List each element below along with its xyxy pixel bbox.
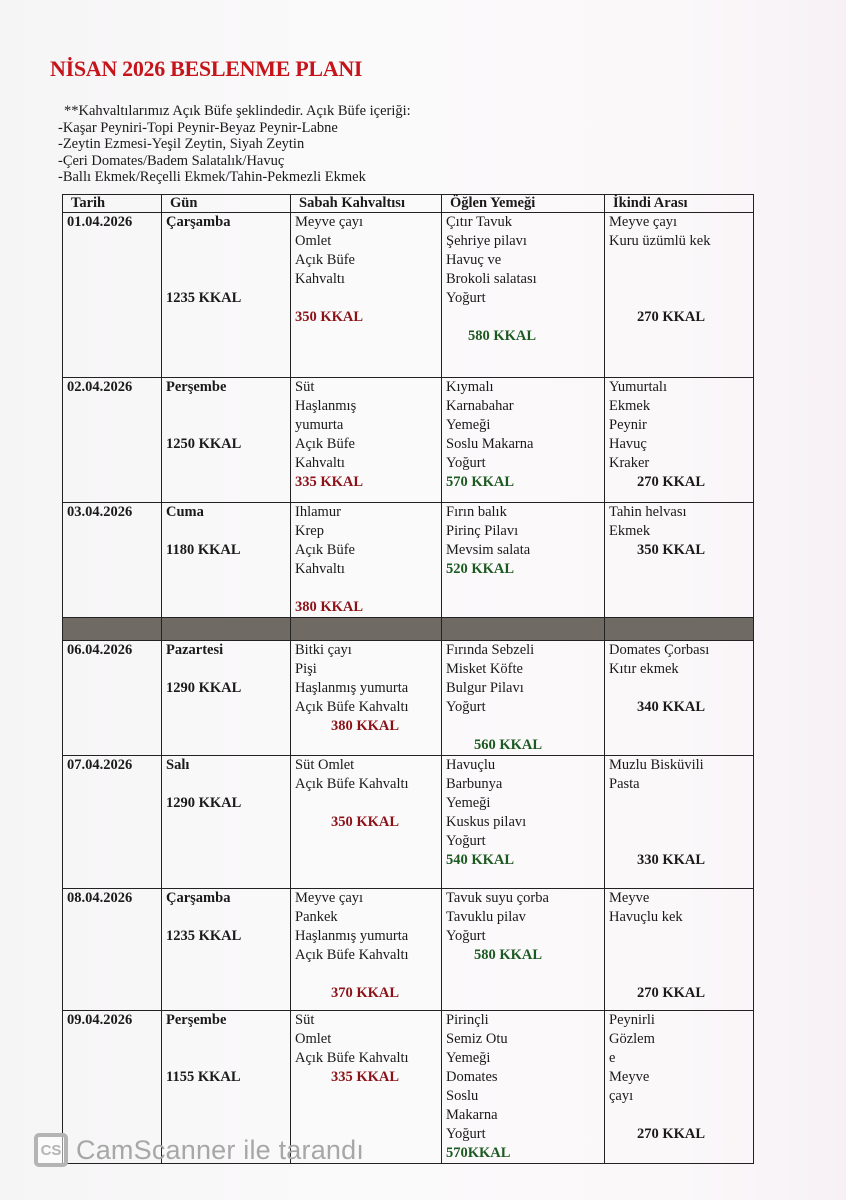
watermark-text: CamScanner ile tarandı xyxy=(76,1134,365,1165)
day-cell xyxy=(162,503,291,618)
lunch-item: Semiz Otu xyxy=(446,1031,508,1047)
day-cell xyxy=(162,378,291,503)
date: 06.04.2026 xyxy=(67,642,133,658)
snack-kcal: 270 KKAL xyxy=(637,985,706,1001)
date-cell xyxy=(63,213,162,378)
breakfast-kcal: 350 KKAL xyxy=(295,309,364,325)
breakfast-item: Açık Büfe Kahvaltı xyxy=(295,699,409,715)
snack-item: Meyve çayı xyxy=(609,214,678,230)
breakfast-item: Açık Büfe xyxy=(295,542,355,558)
snack-item: Kraker xyxy=(609,455,650,471)
breakfast-kcal: 380 KKAL xyxy=(295,599,364,615)
header-day: Gün xyxy=(162,195,291,213)
breakfast-kcal: 370 KKAL xyxy=(331,985,400,1001)
lunch-cell xyxy=(442,1011,605,1164)
snack-cell xyxy=(605,378,754,503)
breakfast-kcal: 350 KKAL xyxy=(331,814,400,830)
breakfast-item: Süt xyxy=(295,1012,315,1028)
snack-item: Pasta xyxy=(609,776,640,792)
breakfast-cell xyxy=(291,378,442,503)
buffet-line: -Kaşar Peyniri-Topi Peynir-Beyaz Peynir-Labne xyxy=(58,119,338,136)
snack-item: Kıtır ekmek xyxy=(609,661,679,677)
breakfast-item: Omlet xyxy=(295,233,332,249)
lunch-cell xyxy=(442,213,605,378)
daily-total-kcal: 1235 KKAL xyxy=(166,290,242,306)
snack-kcal: 270 KKAL xyxy=(637,474,706,490)
daily-total-kcal: 1155 KKAL xyxy=(166,1069,241,1085)
snack-cell xyxy=(605,641,754,756)
lunch-item: Soslu xyxy=(446,1088,479,1104)
breakfast-kcal: 380 KKAL xyxy=(331,718,400,734)
daily-total-kcal: 1290 KKAL xyxy=(166,680,242,696)
lunch-kcal: 570KKAL xyxy=(446,1145,511,1161)
breakfast-item: Meyve çayı xyxy=(295,214,364,230)
breakfast-cell xyxy=(291,756,442,889)
daily-total-kcal: 1250 KKAL xyxy=(166,436,242,452)
table-row xyxy=(63,213,754,378)
buffet-line: -Zeytin Ezmesi-Yeşil Zeytin, Siyah Zeytin xyxy=(58,136,305,152)
breakfast-item: Haşlanmış xyxy=(295,398,357,414)
lunch-cell xyxy=(442,889,605,1011)
separator-cell xyxy=(63,618,162,641)
breakfast-item: Bitki çayı xyxy=(295,642,352,658)
separator-cell xyxy=(291,618,442,641)
snack-cell xyxy=(605,213,754,378)
lunch-kcal: 540 KKAL xyxy=(446,852,515,868)
snack-item: Peynir xyxy=(609,417,647,433)
day-name: Cuma xyxy=(166,504,204,520)
snack-item: Ekmek xyxy=(609,398,651,414)
lunch-item: Yemeği xyxy=(446,1050,491,1066)
date-cell xyxy=(63,378,162,503)
snack-item: Ekmek xyxy=(609,523,651,539)
snack-item: çayı xyxy=(609,1088,634,1104)
lunch-item: Barbunya xyxy=(446,776,503,792)
snack-cell xyxy=(605,1011,754,1164)
date-cell xyxy=(63,503,162,618)
breakfast-item: Pankek xyxy=(295,909,338,925)
snack-item: Yumurtalı xyxy=(609,379,667,395)
lunch-item: Tavuk suyu çorba xyxy=(446,890,549,906)
snack-item: Peynirli xyxy=(609,1012,655,1028)
page-title: NİSAN 2026 BESLENME PLANI xyxy=(50,56,363,81)
buffet-intro: **Kahvaltılarımız Açık Büfe şeklindedir. Açık Büfe içeriği: xyxy=(64,103,411,119)
day-name: Perşembe xyxy=(166,379,227,395)
breakfast-item: Haşlanmış yumurta xyxy=(295,928,409,944)
header-date: Tarih xyxy=(63,195,162,213)
separator-cell xyxy=(162,618,291,641)
snack-kcal: 270 KKAL xyxy=(637,1126,706,1142)
table-row xyxy=(63,503,754,618)
snack-item: Muzlu Bisküvili xyxy=(609,757,704,773)
breakfast-cell xyxy=(291,503,442,618)
nutrition-plan-table xyxy=(62,194,754,1164)
lunch-item: Yoğurt xyxy=(446,833,486,849)
date-cell xyxy=(63,641,162,756)
snack-item: Tahin helvası xyxy=(609,504,687,520)
snack-kcal: 340 KKAL xyxy=(637,699,706,715)
breakfast-item: Ihlamur xyxy=(295,504,341,520)
snack-item: Domates Çorbası xyxy=(609,642,710,658)
breakfast-kcal: 335 KKAL xyxy=(295,474,364,490)
lunch-item: Pirinç Pilavı xyxy=(446,523,519,539)
weekend-separator-row xyxy=(63,618,754,641)
snack-cell xyxy=(605,503,754,618)
lunch-cell xyxy=(442,756,605,889)
day-cell xyxy=(162,756,291,889)
lunch-item: Karnabahar xyxy=(446,398,514,414)
date-cell xyxy=(63,756,162,889)
breakfast-cell xyxy=(291,213,442,378)
snack-cell xyxy=(605,756,754,889)
lunch-item: Havuçlu xyxy=(446,757,496,773)
breakfast-item: Kahvaltı xyxy=(295,271,345,287)
snack-kcal: 330 KKAL xyxy=(637,852,706,868)
breakfast-buffet-notes xyxy=(58,103,411,186)
day-name: Çarşamba xyxy=(166,214,231,230)
day-name: Salı xyxy=(166,757,190,773)
lunch-item: Soslu Makarna xyxy=(446,436,534,452)
breakfast-item: Omlet xyxy=(295,1031,332,1047)
breakfast-item: Meyve çayı xyxy=(295,890,364,906)
table-row xyxy=(63,889,754,1011)
lunch-kcal: 520 KKAL xyxy=(446,561,515,577)
day-cell xyxy=(162,889,291,1011)
lunch-item: Yoğurt xyxy=(446,928,486,944)
breakfast-item: Süt xyxy=(295,379,315,395)
breakfast-kcal: 335 KKAL xyxy=(331,1069,400,1085)
lunch-item: Yoğurt xyxy=(446,1126,486,1142)
date: 08.04.2026 xyxy=(67,890,133,906)
lunch-cell xyxy=(442,641,605,756)
buffet-line: -Ballı Ekmek/Reçelli Ekmek/Tahin-Pekmezli Ekmek xyxy=(58,169,366,185)
snack-item: e xyxy=(609,1050,616,1066)
buffet-line: -Çeri Domates/Badem Salatalık/Havuç xyxy=(58,152,285,169)
date-cell xyxy=(63,889,162,1011)
table-row xyxy=(63,756,754,889)
lunch-item: Mevsim salata xyxy=(446,542,531,558)
camscanner-logo-icon: CS xyxy=(34,1133,68,1167)
lunch-item: Tavuklu pilav xyxy=(446,909,526,925)
lunch-kcal: 580 KKAL xyxy=(468,328,537,344)
day-name: Pazartesi xyxy=(166,642,224,658)
day-name: Perşembe xyxy=(166,1012,227,1028)
lunch-item: Domates xyxy=(446,1069,498,1085)
breakfast-item: Açık Büfe xyxy=(295,436,355,452)
snack-item: Kuru üzümlü kek xyxy=(609,233,711,249)
table-header-row xyxy=(63,195,754,213)
separator-cell xyxy=(442,618,605,641)
snack-kcal: 350 KKAL xyxy=(637,542,706,558)
header-lunch: Öğlen Yemeği xyxy=(442,195,605,213)
breakfast-cell xyxy=(291,889,442,1011)
lunch-item: Yoğurt xyxy=(446,455,486,471)
breakfast-item: Süt Omlet xyxy=(295,757,355,773)
lunch-item: Çıtır Tavuk xyxy=(446,214,512,230)
day-cell xyxy=(162,213,291,378)
breakfast-item: Açık Büfe Kahvaltı xyxy=(295,947,409,963)
lunch-item: Makarna xyxy=(446,1107,498,1123)
lunch-item: Brokoli salatası xyxy=(446,271,537,287)
lunch-item: Bulgur Pilavı xyxy=(446,680,524,696)
lunch-kcal: 580 KKAL xyxy=(474,947,543,963)
table-row xyxy=(63,641,754,756)
breakfast-item: Açık Büfe Kahvaltı xyxy=(295,1050,409,1066)
lunch-item: Yoğurt xyxy=(446,699,486,715)
daily-total-kcal: 1235 KKAL xyxy=(166,928,242,944)
snack-kcal: 270 KKAL xyxy=(637,309,706,325)
snack-item: Meyve xyxy=(609,890,650,906)
separator-cell xyxy=(605,618,754,641)
camscanner-watermark xyxy=(34,1133,364,1167)
breakfast-item: Açık Büfe Kahvaltı xyxy=(295,776,409,792)
header-snack: İkindi Arası xyxy=(605,195,754,213)
lunch-kcal: 560 KKAL xyxy=(474,737,543,753)
date: 09.04.2026 xyxy=(67,1012,133,1028)
lunch-item: Pirinçli xyxy=(446,1012,489,1028)
date: 02.04.2026 xyxy=(67,379,133,395)
daily-total-kcal: 1290 KKAL xyxy=(166,795,242,811)
breakfast-item: Pişi xyxy=(295,661,317,677)
day-name: Çarşamba xyxy=(166,890,231,906)
lunch-item: Havuç ve xyxy=(446,252,502,268)
lunch-item: Kuskus pilavı xyxy=(446,814,527,830)
breakfast-item: yumurta xyxy=(295,417,344,433)
breakfast-cell xyxy=(291,641,442,756)
lunch-item: Fırın balık xyxy=(446,504,507,520)
snack-cell xyxy=(605,889,754,1011)
breakfast-item: Haşlanmış yumurta xyxy=(295,680,409,696)
lunch-kcal: 570 KKAL xyxy=(446,474,515,490)
snack-item: Havuç xyxy=(609,436,647,452)
daily-total-kcal: 1180 KKAL xyxy=(166,542,241,558)
lunch-item: Fırında Sebzeli xyxy=(446,642,535,658)
lunch-item: Yemeği xyxy=(446,795,491,811)
lunch-item: Şehriye pilavı xyxy=(446,233,527,249)
snack-item: Havuçlu kek xyxy=(609,909,683,925)
breakfast-item: Kahvaltı xyxy=(295,561,345,577)
snack-item: Gözlem xyxy=(609,1031,655,1047)
date: 07.04.2026 xyxy=(67,757,133,773)
breakfast-item: Krep xyxy=(295,523,324,539)
lunch-cell xyxy=(442,503,605,618)
date: 03.04.2026 xyxy=(67,504,133,520)
lunch-item: Yoğurt xyxy=(446,290,486,306)
snack-item: Meyve xyxy=(609,1069,650,1085)
header-breakfast: Sabah Kahvaltısı xyxy=(291,195,442,213)
lunch-item: Yemeği xyxy=(446,417,491,433)
date: 01.04.2026 xyxy=(67,214,133,230)
lunch-cell xyxy=(442,378,605,503)
lunch-item: Kıymalı xyxy=(446,379,494,395)
day-cell xyxy=(162,641,291,756)
breakfast-item: Kahvaltı xyxy=(295,455,345,471)
table-row xyxy=(63,378,754,503)
lunch-item: Misket Köfte xyxy=(446,661,523,677)
breakfast-item: Açık Büfe xyxy=(295,252,355,268)
